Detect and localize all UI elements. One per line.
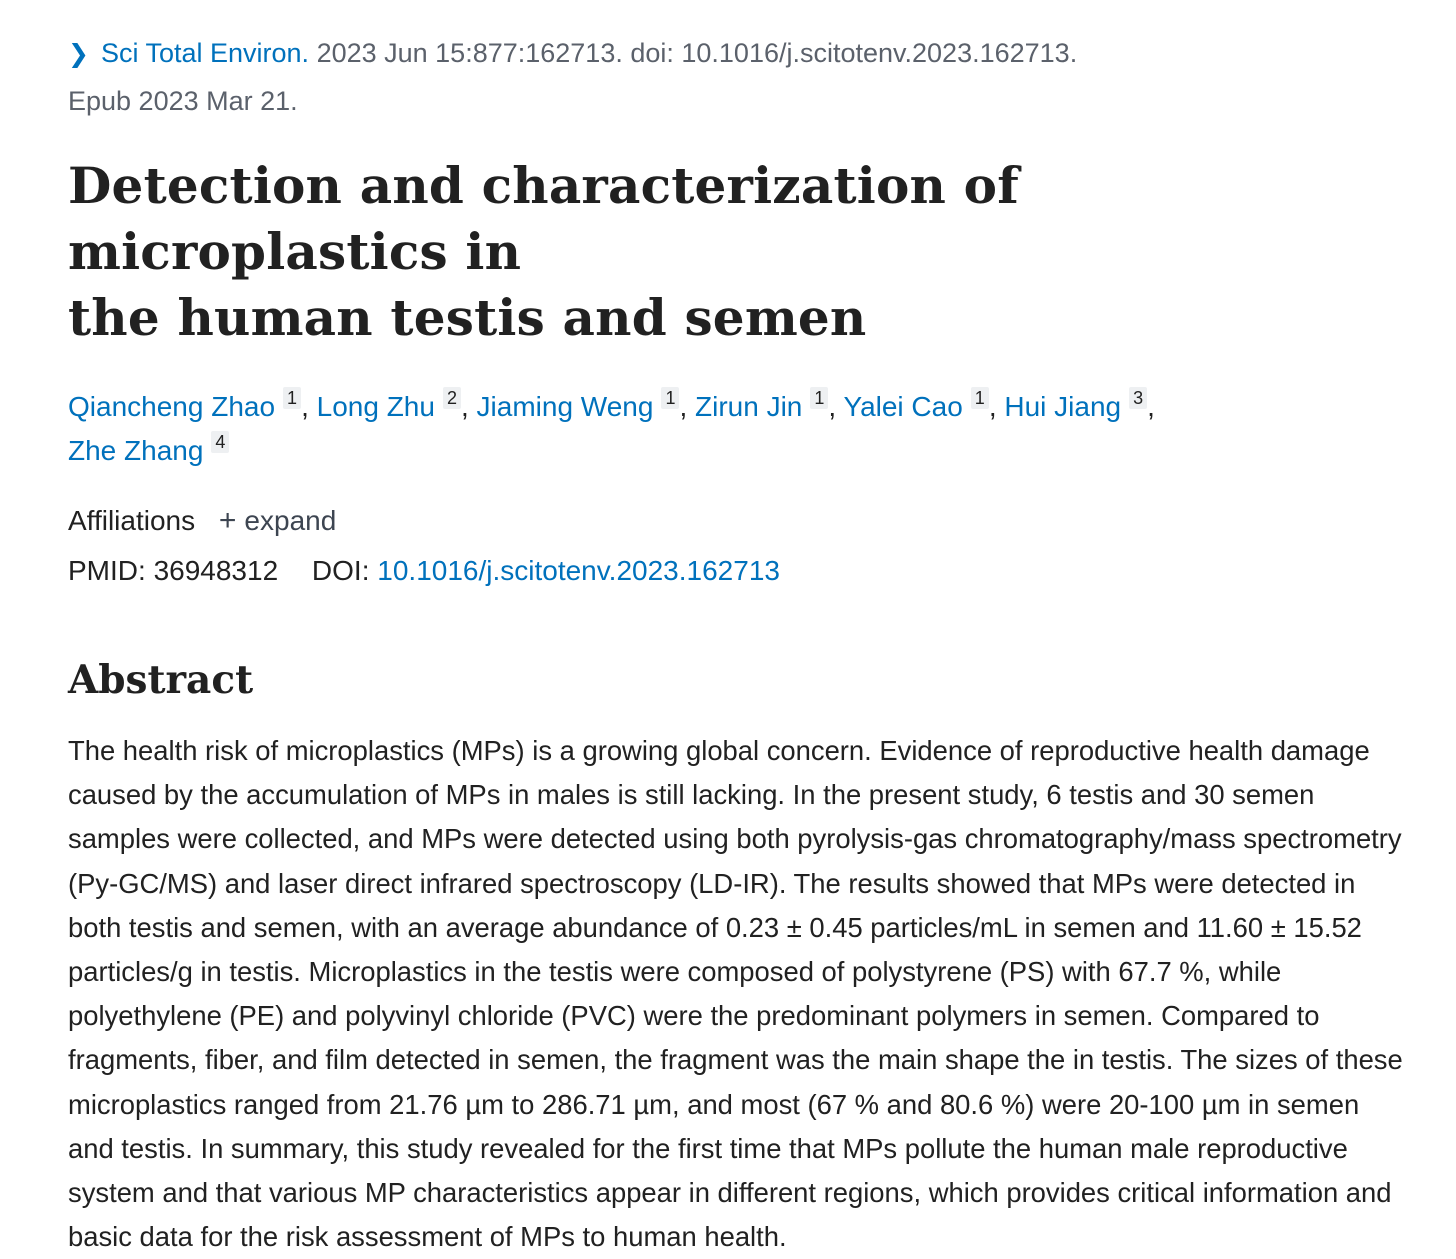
author-item xyxy=(695,388,828,422)
author-item xyxy=(1004,388,1147,422)
affiliation-number[interactable]: 1 xyxy=(810,387,828,409)
title-line-1: Detection and characterization of microplastics in xyxy=(68,156,1019,281)
pmid-value: 36948312 xyxy=(153,555,279,586)
author-link[interactable]: Jiaming Weng xyxy=(476,391,654,422)
doi-link[interactable]: 10.1016/j.scitotenv.2023.162713 xyxy=(377,555,780,586)
journal-link[interactable]: Sci Total Environ. xyxy=(100,38,310,68)
author-item xyxy=(68,432,229,466)
author-item xyxy=(316,388,461,422)
author-list: Qiancheng Zhao 1 , Long Zhu 2 , Jiaming Weng 1 , Zirun Jin 1 , Yalei Cao 1 , Hui Jiang 3 , Zhe Zhang 4 xyxy=(68,388,1155,466)
affiliation-number[interactable]: 3 xyxy=(1129,387,1147,409)
expand-affiliations-button[interactable] xyxy=(219,501,336,541)
author-item xyxy=(68,388,301,422)
author-link[interactable]: Long Zhu xyxy=(316,391,435,422)
citation-details: 2023 Jun 15:877:162713. doi: 10.1016/j.scitotenv.2023.162713. xyxy=(309,38,1078,68)
author-link[interactable]: Hui Jiang xyxy=(1004,391,1122,422)
abstract-text: The health risk of microplastics (MPs) is a growing global concern. Evidence of reproductive health damage caused by the accumulation of MPs in males is still lacking. In the present study, 6 testis and 30 semen samples were collected, and MPs were detected using both pyrolysis-gas chromatography/mass spectrometry (Py-GC/MS) and laser direct infrared spectroscopy (LD-IR). The results showed that MPs were detected in both testis and semen, with an average abundance of 0.23 ± 0.45 particles/mL in semen and 11.60 ± 15.52 particles/g in testis. Microplastics in the testis were composed of polystyrene (PS) with 67.7 %, while polyethylene (PE) and polyvinyl chloride (PVC) were the predominant polymers in semen. Compared to fragments, fiber, and film detected in semen, the fragment was the main shape the in testis. The sizes of these microplastics ranged from 21.76 µm to 286.71 µm, and most (67 % and 80.6 %) were 20-100 µm in semen and testis. In summary, this study revealed for the first time that MPs pollute the human male reproductive system and that various MP characteristics appear in different regions, which provides critical information and basic data for the risk assessment of MPs to human health. xyxy=(68,735,1403,1253)
plus-icon: + xyxy=(218,504,237,537)
author-link[interactable]: Qiancheng Zhao xyxy=(68,391,276,422)
citation xyxy=(68,30,1408,125)
affiliation-number[interactable]: 1 xyxy=(971,387,989,409)
affiliations-row xyxy=(68,501,1408,541)
author-item xyxy=(843,388,988,422)
affiliations-label: Affiliations xyxy=(68,505,196,536)
author-link[interactable]: Zirun Jin xyxy=(695,391,803,422)
article-title xyxy=(68,153,1368,351)
title-line-2: the human testis and semen xyxy=(68,288,867,347)
affiliation-number[interactable]: 2 xyxy=(443,387,461,409)
abstract-heading: Abstract xyxy=(68,657,254,703)
author-link[interactable]: Zhe Zhang xyxy=(68,435,204,466)
affiliation-number[interactable]: 1 xyxy=(661,387,679,409)
pmid-label: PMID: xyxy=(68,555,146,586)
epub-date: Epub 2023 Mar 21. xyxy=(68,86,298,116)
author-item xyxy=(476,388,680,422)
author-link[interactable]: Yalei Cao xyxy=(843,391,963,422)
affiliation-number[interactable]: 1 xyxy=(283,387,301,409)
identifiers-row xyxy=(68,551,1408,591)
doi-label: DOI: xyxy=(311,555,370,586)
affiliation-number[interactable]: 4 xyxy=(211,431,229,453)
chevron-right-icon[interactable]: ❯ xyxy=(68,40,89,68)
expand-label: expand xyxy=(244,505,337,536)
